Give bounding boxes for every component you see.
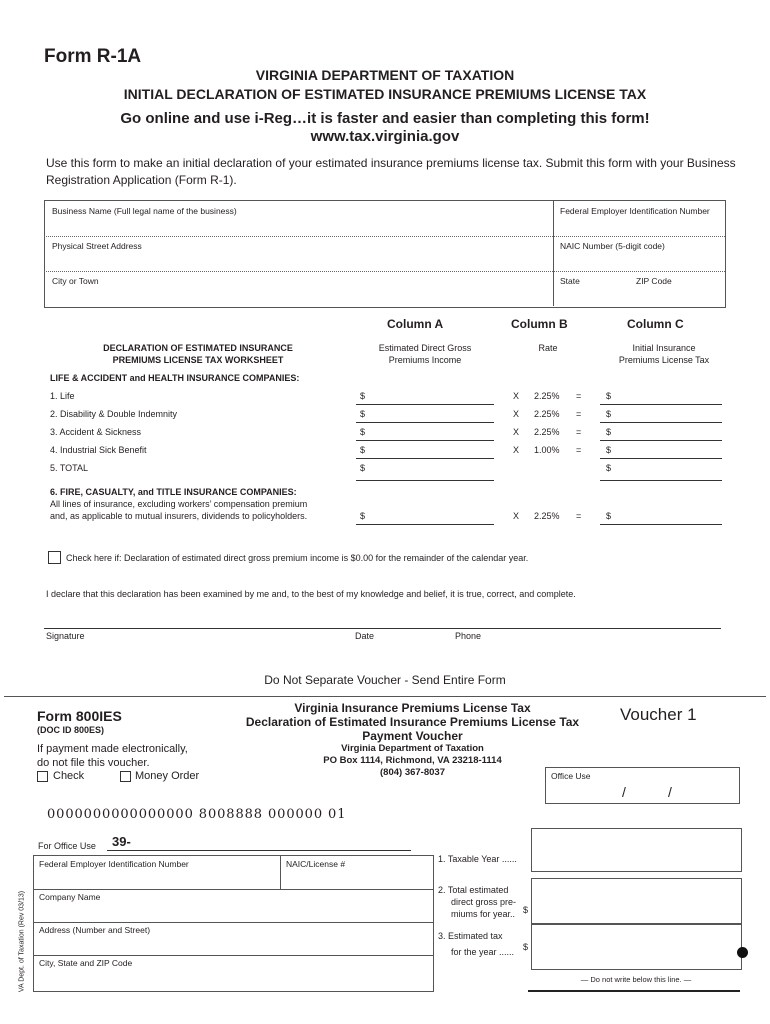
times-sign: X (513, 445, 520, 455)
rate-value: 2.25% (534, 409, 560, 419)
dept-address: PO Box 1114, Richmond, VA 23218-1114 (323, 755, 502, 766)
section-life-health: LIFE & ACCIDENT and HEALTH INSURANCE COMPANIES: (50, 373, 300, 383)
registration-dot (737, 947, 748, 958)
est-tax-label: 3. Estimated tax (438, 931, 503, 941)
row-divider (33, 955, 433, 956)
column-a-input[interactable] (356, 392, 494, 405)
est-gross-label: miums for year.. (451, 909, 516, 919)
est-gross-label: 2. Total estimated (438, 885, 509, 895)
dollar-sign: $ (606, 445, 612, 455)
times-sign: X (513, 391, 520, 401)
separator-notice: Do Not Separate Voucher - Send Entire Form (264, 673, 506, 687)
column-b-header: Column B (511, 317, 568, 331)
equals-sign: = (576, 391, 582, 401)
row-label: 2. Disability & Double Indemnity (50, 409, 178, 419)
website-link[interactable]: www.tax.virginia.gov (310, 128, 460, 145)
revision-text: VA Dept. of Taxation (Rev 03/13) (18, 890, 26, 993)
taxable-year-input[interactable] (531, 828, 742, 872)
row-label: 4. Industrial Sick Benefit (50, 445, 147, 455)
form-id: Form R-1A (44, 46, 142, 67)
zip-field[interactable]: ZIP Code (636, 276, 672, 286)
dept-name: Virginia Department of Taxation (341, 743, 484, 754)
equals-sign: = (576, 511, 582, 521)
intro-text: Use this form to make an initial declaration of your estimated insurance premiums license tax. Submit this form with your Business Registration Application (Form R-1). (46, 156, 736, 187)
column-a-input[interactable] (356, 446, 494, 459)
check-payment-label: Check (53, 770, 85, 782)
column-c-subheader: Initial Insurance (632, 343, 696, 353)
date-slash: / (668, 784, 672, 800)
online-promo: Go online and use i-Reg…it is faster and easier than completing this form! (120, 110, 650, 127)
voucher-title: Virginia Insurance Premiums License Tax (294, 701, 531, 715)
column-c-input[interactable] (600, 446, 722, 459)
row-label: 3. Accident & Sickness (50, 427, 142, 437)
equals-sign: = (576, 409, 582, 419)
taxable-year-label: 1. Taxable Year ...... (438, 854, 517, 864)
city-field[interactable]: City or Town (52, 276, 99, 286)
naic-number-field[interactable]: NAIC Number (5-digit code) (560, 241, 665, 251)
rate-value: 1.00% (534, 445, 560, 455)
column-c-subheader: Premiums License Tax (618, 355, 710, 365)
worksheet-title: PREMIUMS LICENSE TAX WORKSHEET (112, 355, 284, 365)
office-code: 39- (112, 834, 131, 849)
voucher-cut-line (4, 696, 766, 697)
column-c-input[interactable] (600, 392, 722, 405)
dollar-sign: $ (606, 427, 612, 437)
check-payment-checkbox[interactable] (37, 771, 48, 782)
agency-name: VIRGINIA DEPARTMENT OF TAXATION (255, 67, 515, 83)
declaration-text: I declare that this declaration has been examined by me and, to the best of my knowledge and belief, it is true, correct, and complete. (46, 589, 576, 599)
dept-phone: (804) 367-8037 (380, 767, 445, 778)
column-a-input[interactable] (356, 410, 494, 423)
section-description: All lines of insurance, excluding workers’ compensation premium (50, 499, 308, 509)
worksheet-title: DECLARATION OF ESTIMATED INSURANCE (103, 343, 293, 353)
fein-field[interactable]: Federal Employer Identification Number (560, 206, 710, 216)
phone-label: Phone (455, 631, 482, 641)
dollar-sign: $ (360, 409, 366, 419)
voucher-title: Declaration of Estimated Insurance Premiums License Tax (245, 715, 580, 729)
voucher-fein-field[interactable]: Federal Employer Identification Number (39, 859, 189, 869)
bottom-rule (528, 990, 740, 992)
dollar-sign: $ (360, 511, 366, 521)
date-label: Date (355, 631, 375, 641)
est-tax-input[interactable] (531, 924, 742, 970)
voucher-form-id: Form 800IES (37, 708, 122, 724)
dollar-sign: $ (360, 427, 366, 437)
zero-income-checkbox[interactable] (48, 551, 61, 564)
dollar-sign: $ (606, 391, 612, 401)
business-info-box (44, 200, 726, 308)
column-c-input[interactable] (600, 428, 722, 441)
column-c-total-input[interactable] (600, 468, 722, 481)
dollar-sign: $ (523, 942, 529, 952)
column-b-subheader: Rate (538, 343, 558, 353)
column-c-input[interactable] (600, 410, 722, 423)
dollar-sign: $ (606, 511, 612, 521)
dollar-sign: $ (360, 391, 366, 401)
column-a-subheader: Premiums Income (388, 355, 462, 365)
form-title: INITIAL DECLARATION OF ESTIMATED INSURANCE PREMIUMS LICENSE TAX (123, 86, 647, 102)
times-sign: X (513, 409, 520, 419)
row-divider (44, 236, 725, 237)
street-address-field[interactable]: Physical Street Address (52, 241, 142, 251)
column-a-input[interactable] (356, 428, 494, 441)
voucher-doc-id: (DOC ID 800ES) (37, 725, 105, 735)
company-name-field[interactable]: Company Name (39, 892, 101, 902)
state-field[interactable]: State (560, 276, 580, 286)
column-c-input[interactable] (600, 512, 722, 525)
row-label: 5. TOTAL (50, 463, 89, 473)
office-use-text: For Office Use (38, 841, 96, 851)
dollar-sign: $ (606, 409, 612, 419)
voucher-naic-field[interactable]: NAIC/License # (286, 859, 346, 869)
signature-label: Signature (46, 631, 85, 641)
electronic-note: do not file this voucher. (37, 757, 150, 769)
equals-sign: = (576, 445, 582, 455)
scan-line: 0000000000000000 8008888 000000 01 (47, 807, 347, 822)
column-a-header: Column A (387, 317, 444, 331)
office-use-line (107, 838, 411, 851)
rate-value: 2.25% (534, 427, 560, 437)
row-divider (33, 922, 433, 923)
dollar-sign: $ (606, 463, 612, 473)
do-not-write-note: — Do not write below this line. — (580, 975, 692, 984)
signature-line[interactable] (44, 616, 721, 629)
times-sign: X (513, 427, 520, 437)
dollar-sign: $ (523, 905, 529, 915)
office-use-label: Office Use (551, 771, 591, 781)
equals-sign: = (576, 427, 582, 437)
section-fire-casualty: 6. FIRE, CASUALTY, and TITLE INSURANCE COMPANIES: (50, 487, 297, 497)
column-a-input[interactable] (356, 512, 494, 525)
zero-income-label: Check here if: Declaration of estimated direct gross premium income is $0.00 for the remainder of the calendar year. (66, 553, 529, 563)
fein-naic-divider (280, 855, 281, 889)
city-state-zip-field[interactable]: City, State and ZIP Code (39, 958, 133, 968)
est-gross-label: direct gross pre- (451, 897, 517, 907)
times-sign: X (513, 511, 520, 521)
est-tax-label: for the year ...... (451, 947, 515, 957)
row-divider (33, 889, 433, 890)
money-order-label: Money Order (135, 770, 200, 782)
address-field[interactable]: Address (Number and Street) (39, 925, 151, 935)
column-a-total-input[interactable] (356, 468, 494, 481)
voucher-title: Payment Voucher (362, 729, 463, 743)
electronic-note: If payment made electronically, (37, 743, 188, 755)
business-name-field[interactable]: Business Name (Full legal name of the business) (52, 206, 237, 216)
row-label: 1. Life (50, 391, 75, 401)
column-a-subheader: Estimated Direct Gross (378, 343, 472, 353)
voucher-number: Voucher 1 (620, 705, 697, 724)
rate-value: 2.25% (534, 511, 560, 521)
business-box-divider (553, 200, 554, 306)
column-c-header: Column C (627, 317, 684, 331)
rate-value: 2.25% (534, 391, 560, 401)
date-slash: / (622, 784, 626, 800)
section-description: and, as applicable to mutual insurers, dividends to policyholders. (50, 511, 308, 521)
dollar-sign: $ (360, 445, 366, 455)
dollar-sign: $ (360, 463, 366, 473)
row-divider (44, 271, 725, 272)
money-order-checkbox[interactable] (120, 771, 131, 782)
est-gross-input[interactable] (531, 878, 742, 924)
taxpayer-info-box (33, 855, 434, 992)
